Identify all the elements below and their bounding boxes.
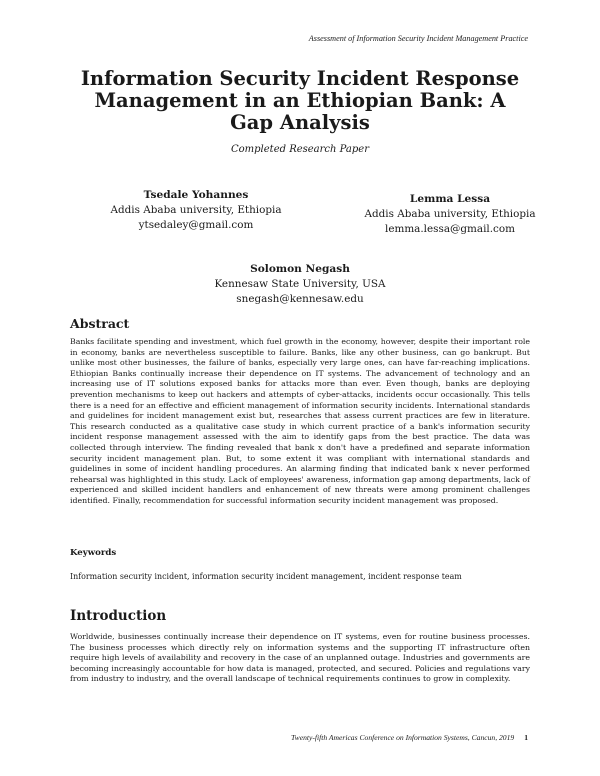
author-email: snegash@kennesaw.edu <box>236 293 364 305</box>
page-footer <box>291 733 528 742</box>
author-block-3 <box>190 262 410 307</box>
running-head: Assessment of Information Security Incident Management Practice <box>308 34 528 43</box>
author-affiliation: Addis Ababa university, Ethiopia <box>364 208 536 220</box>
paper-title: Information Security Incident Response Management in an Ethiopian Bank: A Gap Analysis <box>80 67 520 134</box>
abstract-text: Banks facilitate spending and investment, which fuel growth in the economy, however, despite their important role in economy, banks are nevertheless susceptible to failure. Banks, like any other business, can go bankrupt. But unlike most other businesses, the failure of banks, especially very large ones, can have far-reaching implications. Ethiopian Banks continually increase their dependence on IT systems. The advancement of technology and an increasing use of IT solutions exposed banks for attacks more than ever. Even though, banks are deploying prevention mechanisms to keep out hackers and attempts of cyber-attacks, incidents occur occasionally. This tells there is a need for an effective and efficient management of information security incidents. International standards and guidelines for incident management exist but, researches that assess current practices are few in literature. This research conducted as a qualitative case study in which current practice of a bank's information security incident response management assessed with the aim to identify gaps from the best practice. The data was collected through interview. The finding revealed that bank x don't have a predefined and separate information security incident management plan. But, to some extent it was compliant with international standards and guidelines in some of incident handling procedures. An alarming finding that indicated bank x never performed rehearsal was highlighted in this study. Lack of employees' awareness, information gap among departments, lack of experienced and skilled incident handlers and enhancement of new threats were among prominent challenges identified. Finally, recommendation for successful information security incident management was proposed. <box>70 337 530 505</box>
author-email: lemma.lessa@gmail.com <box>385 223 515 235</box>
page-number: 1 <box>524 733 528 742</box>
introduction-heading: Introduction <box>70 608 167 624</box>
paper-type: Completed Research Paper <box>231 144 369 155</box>
author-name: Tsedale Yohannes <box>143 189 249 201</box>
keywords-heading: Keywords <box>70 548 117 558</box>
introduction-text: Worldwide, businesses continually increase their dependence on IT systems, even for routine business processes. The business processes which directly rely on information systems and the supporting IT infrastructure often require high levels of availability and recovery in the case of an unplanned outage. Industries and governments are becoming increasingly accountable for how data is managed, protected, and secured. Policies and regulations vary from industry to industry, and the overall landscape of technical requirements continues to grow in complexity. <box>70 632 530 684</box>
conference-name: Twenty-fifth Americas Conference on Information Systems, Cancun, 2019 <box>290 733 515 742</box>
author-block-2 <box>340 192 560 237</box>
author-email: ytsedaley@gmail.com <box>138 219 254 231</box>
abstract-heading: Abstract <box>70 316 130 331</box>
author-name: Lemma Lessa <box>409 193 491 205</box>
author-affiliation: Addis Ababa university, Ethiopia <box>110 204 282 216</box>
author-block-1 <box>96 188 296 233</box>
author-name: Solomon Negash <box>250 263 350 275</box>
keywords-text: Information security incident, information security incident management, incident response team <box>70 572 462 581</box>
author-affiliation: Kennesaw State University, USA <box>214 278 386 290</box>
